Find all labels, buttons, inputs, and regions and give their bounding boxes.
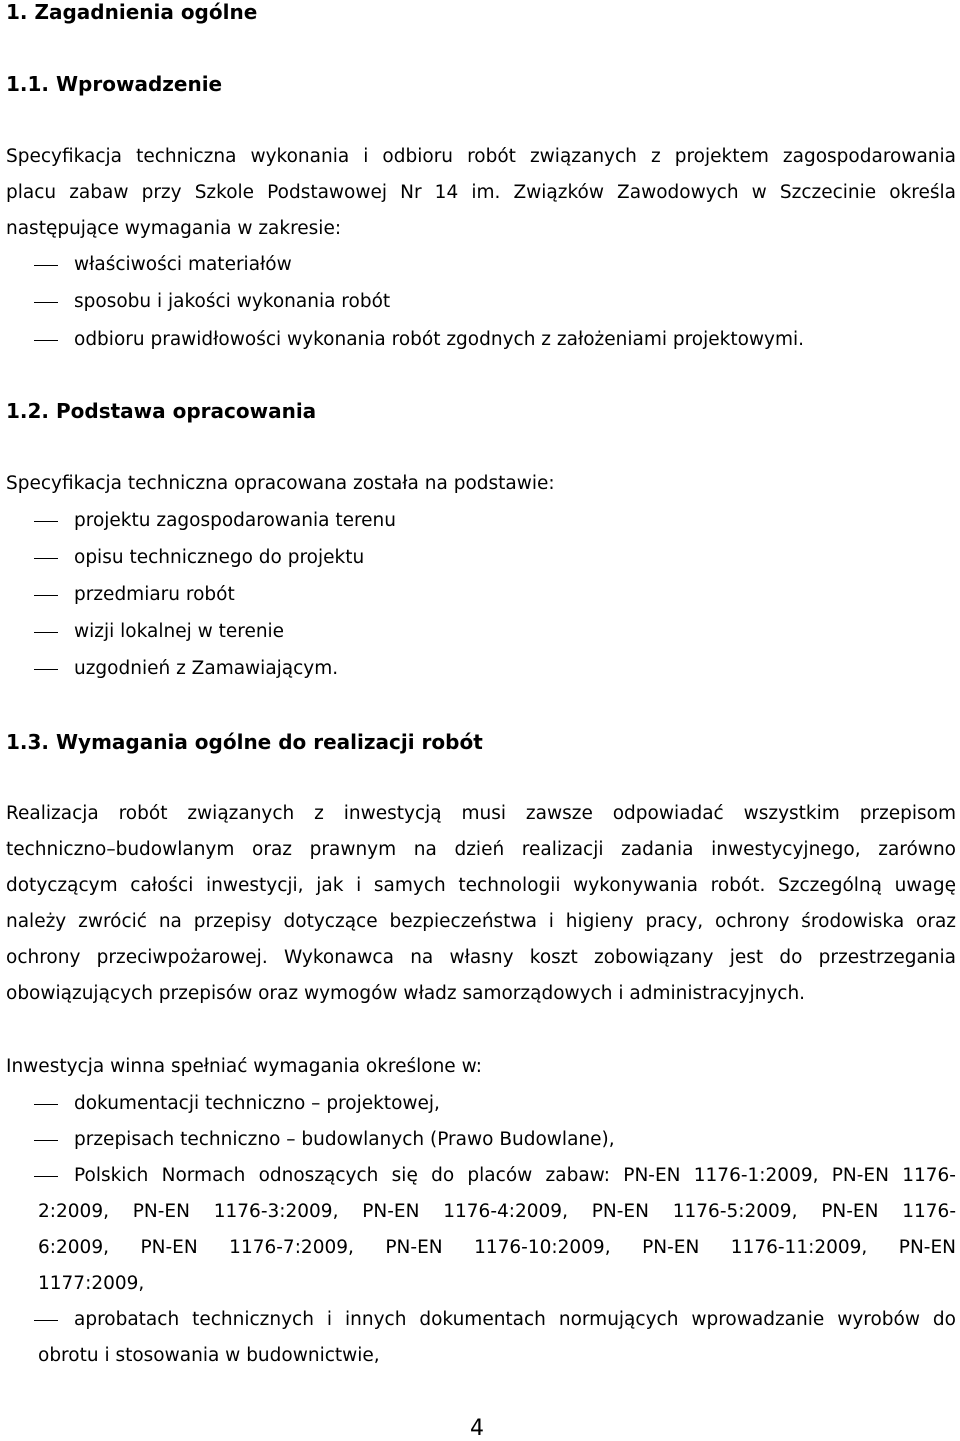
list-dash — [34, 1104, 58, 1105]
list-item: dokumentacji techniczno – projektowej, — [74, 1093, 440, 1114]
list-item: sposobu i jakości wykonania robót — [74, 291, 391, 312]
list-dash — [34, 302, 58, 303]
list-item: aprobatach technicznych i innych dokumentach normujących wprowadzanie wyrobów do — [74, 1309, 956, 1330]
list-item: projektu zagospodarowania terenu — [74, 510, 396, 531]
list-dash — [34, 669, 58, 670]
list-dash — [34, 1320, 58, 1321]
list-item: wizji lokalnej w terenie — [74, 621, 285, 642]
list-item: właściwości materiałów — [74, 254, 292, 275]
list-item-continuation: 6:2009, PN-EN 1176-7:2009, PN-EN 1176-10:2009, PN-EN 1176-11:2009, PN-EN — [38, 1237, 956, 1258]
paragraph-line: placu zabaw przy Szkole Podstawowej Nr 14 im. Związków Zawodowych w Szczecinie określa — [6, 182, 956, 203]
subsection-heading: 1.3. Wymagania ogólne do realizacji robót — [6, 730, 483, 754]
page-number: 4 — [470, 1416, 484, 1441]
paragraph-line: Specyfikacja techniczna opracowana została na podstawie: — [6, 473, 555, 494]
paragraph-line: obowiązujących przepisów oraz wymogów władz samorządowych i administracyjnych. — [6, 983, 806, 1004]
subsection-heading: 1.2. Podstawa opracowania — [6, 399, 317, 423]
list-dash — [34, 1140, 58, 1141]
list-dash — [34, 340, 58, 341]
list-item-continuation: 2:2009, PN-EN 1176-3:2009, PN-EN 1176-4:2009, PN-EN 1176-5:2009, PN-EN 1176- — [38, 1201, 956, 1222]
list-dash — [34, 1176, 58, 1177]
paragraph-line: techniczno–budowlanym oraz prawnym na dzień realizacji zadania inwestycyjnego, zarówno — [6, 839, 956, 860]
paragraph-line: należy zwrócić na przepisy dotyczące bezpieczeństwa i higieny pracy, ochrony środowiska oraz — [6, 911, 956, 932]
subsection-heading: 1.1. Wprowadzenie — [6, 72, 223, 96]
paragraph-line: ochrony przeciwpożarowej. Wykonawca na własny koszt zobowiązany jest do przestrzegania — [6, 947, 956, 968]
list-item: przedmiaru robót — [74, 584, 235, 605]
list-item: przepisach techniczno – budowlanych (Prawo Budowlane), — [74, 1129, 615, 1150]
list-dash — [34, 558, 58, 559]
list-item: odbioru prawidłowości wykonania robót zgodnych z założeniami projektowymi. — [74, 329, 805, 350]
paragraph-line: Inwestycja winna spełniać wymagania określone w: — [6, 1056, 482, 1077]
list-item: opisu technicznego do projektu — [74, 547, 365, 568]
list-item-continuation: obrotu i stosowania w budownictwie, — [38, 1345, 380, 1366]
list-dash — [34, 521, 58, 522]
list-dash — [34, 632, 58, 633]
paragraph-line: następujące wymagania w zakresie: — [6, 218, 342, 239]
list-item: uzgodnień z Zamawiającym. — [74, 658, 339, 679]
list-dash — [34, 265, 58, 266]
list-dash — [34, 595, 58, 596]
list-item: Polskich Normach odnoszących się do placów zabaw: PN-EN 1176-1:2009, PN-EN 1176- — [74, 1165, 956, 1186]
paragraph-line: Realizacja robót związanych z inwestycją musi zawsze odpowiadać wszystkim przepisom — [6, 803, 956, 824]
list-item-continuation: 1177:2009, — [38, 1273, 145, 1294]
paragraph-line: dotyczącym całości inwestycji, jak i samych technologii wykonywania robót. Szczególną uwagę — [6, 875, 956, 896]
section-heading: 1. Zagadnienia ogólne — [6, 0, 258, 24]
paragraph-line: Specyfikacja techniczna wykonania i odbioru robót związanych z projektem zagospodarowania — [6, 146, 956, 167]
